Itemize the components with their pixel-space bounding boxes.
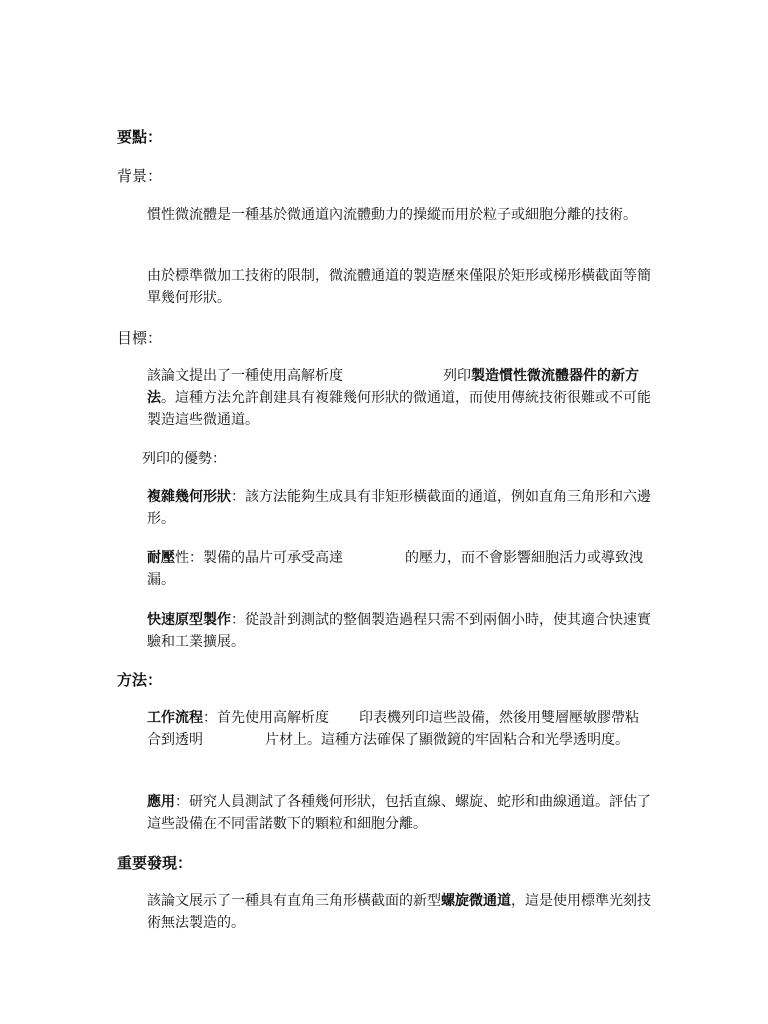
findings-paragraph	[147, 890, 652, 934]
methods-1-text-a: ：首先使用高解析度	[203, 710, 329, 726]
advantage-3-text: ：從設計到測試的整個製造過程只需不到兩個小時，使其適合快速實驗和工業擴展。	[147, 612, 651, 650]
objective-paragraph	[147, 365, 652, 431]
methods-2-title: 應用	[147, 794, 175, 810]
objective-text-b: 列印	[443, 368, 471, 384]
methods-1-text-c: 片材上。這種方法確保了顯微鏡的牢固粘合和光學透明度。	[265, 732, 629, 748]
objective-heading: 目標：	[117, 329, 163, 347]
objective-text-c: 。這種方法允許創建具有複雜幾何形狀的微通道，而使用傳統技術很難或不可能製造這些微通道。	[147, 390, 651, 428]
key-points-heading: 要點：	[117, 128, 163, 146]
methods-item-1	[147, 707, 652, 751]
advantage-1-text: ：該方法能夠生成具有非矩形橫截面的通道，例如直角三角形和六邊形。	[147, 489, 651, 527]
advantage-item-1	[147, 486, 652, 530]
methods-1-title: 工作流程	[147, 710, 203, 726]
advantage-item-3	[147, 609, 652, 653]
methods-2-text: ：研究人員測試了各種幾何形狀，包括直線、螺旋、蛇形和曲線通道。評估了這些設備在不同雷諾數下的顆粒和細胞分離。	[147, 794, 651, 832]
objective-bold: 製造慣性微流體器件的新方法	[147, 368, 639, 406]
methods-heading: 方法：	[117, 671, 163, 689]
background-paragraph-2: 由於標準微加工技術的限制，微流體通道的製造歷來僅限於矩形或梯形橫截面等簡單幾何形狀。	[147, 268, 651, 306]
findings-text-b: ，這是使用標準光刻技術無法製造的。	[147, 893, 651, 931]
advantages-heading: 列印的優勢：	[142, 451, 226, 467]
advantage-item-2	[147, 547, 652, 591]
findings-text-a: 該論文展示了一種具有直角三角形橫截面的新型	[147, 893, 441, 909]
background-paragraph-1: 慣性微流體是一種基於微通道內流體動力的操縱而用於粒子或細胞分離的技術。	[147, 207, 637, 223]
findings-heading: 重要發現：	[117, 854, 193, 872]
background-heading: 背景：	[117, 167, 163, 185]
advantage-2-text-a: 性：製備的晶片可承受高達	[175, 550, 343, 566]
advantage-3-title: 快速原型製作	[147, 612, 231, 628]
advantage-1-title: 複雜幾何形狀	[147, 489, 231, 505]
methods-1-text-b: 印表機列印這些設備，然後用雙層壓敏膠帶粘合到透明	[147, 710, 639, 748]
advantage-2-text-b: 的壓力，而不會影響細胞活力或導致洩漏。	[147, 550, 643, 588]
objective-text-a: 該論文提出了一種使用高解析度	[147, 368, 343, 384]
methods-item-2	[147, 791, 652, 835]
findings-bold: 螺旋微通道	[441, 893, 511, 909]
advantage-2-title: 耐壓	[147, 550, 175, 566]
